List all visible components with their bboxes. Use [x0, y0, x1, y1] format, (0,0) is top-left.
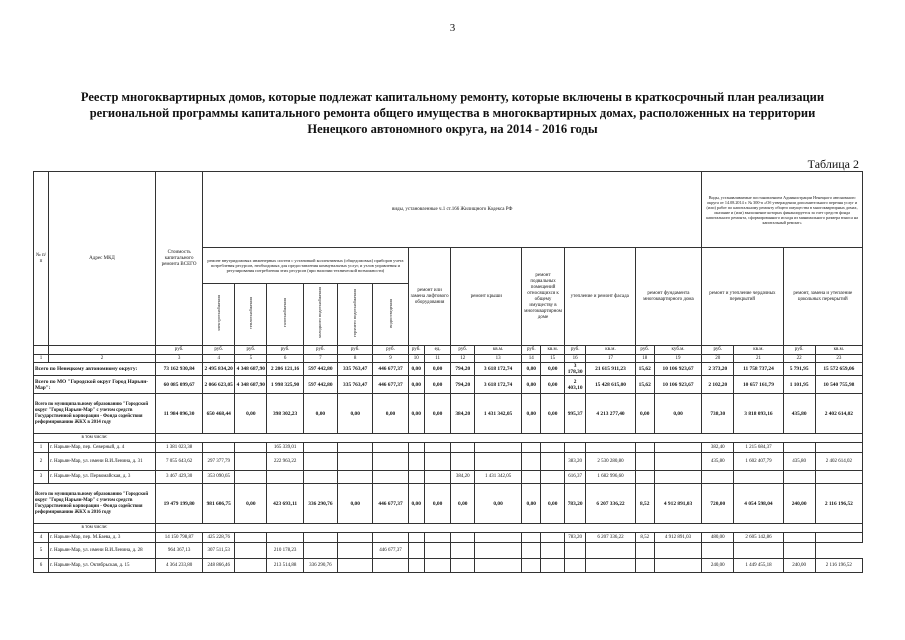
row-label: в том числе:	[34, 524, 156, 533]
cell: 307 511,53	[203, 543, 235, 559]
cell: 0,00	[451, 484, 475, 524]
cell: 60 085 099,67	[156, 376, 203, 394]
cell: 446 677,37	[373, 543, 408, 559]
column-number: 13	[475, 355, 522, 363]
cell: 384,20	[451, 471, 475, 484]
row-address: г. Нарьян-Мар, пер. Северный, д. 4	[48, 443, 155, 453]
header-cold-water: холодного водоснабжения	[303, 284, 337, 346]
unit-cell: кв.м.	[586, 346, 635, 355]
unit-cell: руб.	[203, 346, 235, 355]
cell: 2 402 614,02	[815, 394, 862, 434]
cell: 0,00	[522, 394, 541, 434]
column-number: 5	[235, 355, 267, 363]
unit-cell: кв.м.	[541, 346, 565, 355]
column-number: 9	[373, 355, 408, 363]
cell: 0,00	[541, 484, 565, 524]
cell: 398 302,23	[267, 394, 303, 434]
cell: 0,00	[522, 363, 541, 376]
cell: 597 442,80	[303, 363, 337, 376]
unit-cell: куб.м.	[654, 346, 701, 355]
column-number: 11	[424, 355, 451, 363]
cell: 15 572 659,06	[815, 363, 862, 376]
cell: 335 763,47	[338, 376, 373, 394]
cell: 1 381 023,38	[156, 443, 203, 453]
cell: 10 106 923,67	[654, 376, 701, 394]
unit-cell: руб.	[267, 346, 303, 355]
column-number: 3	[156, 355, 203, 363]
cell: 0,00	[424, 363, 451, 376]
cell: 8,52	[635, 533, 654, 543]
fund-2016-row	[34, 484, 863, 524]
cell: 4 213 277,40	[586, 394, 635, 434]
row-address: г. Нарьян-Мар, ул. имени В.И.Ленина, д. 31	[48, 453, 155, 471]
cell: 2 530 280,80	[586, 453, 635, 471]
cell: 21 615 911,23	[586, 363, 635, 376]
cell: 248 866,46	[203, 559, 235, 573]
cell: 1 431 342,05	[475, 394, 522, 434]
cell: 0,00	[541, 376, 565, 394]
cell: 3 618 172,74	[475, 376, 522, 394]
cell: 73 162 930,84	[156, 363, 203, 376]
cell: 995,37	[564, 394, 585, 434]
cell: 2 102,20	[702, 376, 734, 394]
cell: 15,62	[635, 363, 654, 376]
cell: 10 657 161,79	[734, 376, 783, 394]
cell: 0,00	[424, 394, 451, 434]
cell: 2 116 196,52	[815, 484, 862, 524]
header-roof: ремонт крыши	[451, 248, 522, 346]
row-label: Всего по МО "Городской округ Город Нарьян-Мар":	[34, 376, 156, 394]
in-that-row	[34, 524, 863, 533]
header-foundation: ремонт фундамента многоквартирного дома	[635, 248, 702, 346]
cell: 0,00	[303, 394, 337, 434]
cell: 4 348 687,90	[235, 363, 267, 376]
header-works-extra: Виды, устанавливаемые постановлением Администрации Ненецкого автономного округа от 14.08.2014 г. № 300-п «Об утверждении дополнительного перечня услуг и (или) работ по капитальному ремонту общего имущества в многоквартирных домах, оказание и (или) выполнение которых финансируется за счет средств фонда капитального ремонта, сформированного исходя из минимального размера взноса на капитальный ремонт»	[702, 172, 863, 248]
unit-cell: руб.	[338, 346, 373, 355]
cell: 240,00	[783, 559, 815, 573]
table-row	[34, 443, 863, 453]
cell: 165 339,01	[267, 443, 303, 453]
unit-cell: руб.	[564, 346, 585, 355]
cell: 425 228,76	[203, 533, 235, 543]
cell: 0,00	[424, 376, 451, 394]
cell: 435,80	[783, 394, 815, 434]
unit-cell: руб.	[303, 346, 337, 355]
cell: 6 207 336,22	[586, 484, 635, 524]
cell: 1 431 342,05	[475, 471, 522, 484]
table-row	[34, 543, 863, 559]
cell: 616,37	[564, 471, 585, 484]
header-lift: ремонт или замена лифтового оборудования	[408, 248, 451, 346]
cell: 7 055 643,62	[156, 453, 203, 471]
row-num: 6	[34, 559, 49, 573]
cell: 2 605 142,86	[734, 533, 783, 543]
header-facade: утепление и ремонт фасада	[564, 248, 635, 346]
cell: 981 606,75	[203, 484, 235, 524]
cell: 14 150 798,87	[156, 533, 203, 543]
row-label: Всего по муниципальному образованию "Городской округ "Город Нарьян-Мар" с учетом средств Государственной корпорации - Фонда содействия реформированию ЖКХ в 2016 году	[34, 484, 156, 524]
cell: 15 428 615,00	[586, 376, 635, 394]
cell: 0,00	[541, 363, 565, 376]
cell: 738,30	[702, 394, 734, 434]
column-number: 10	[408, 355, 424, 363]
column-number: 18	[635, 355, 654, 363]
cell: 382,40	[702, 443, 734, 453]
column-numbers-row	[34, 355, 863, 363]
row-address: г. Нарьян-Мар, пер. М.Баева, д. 3	[48, 533, 155, 543]
header-num: № п/п	[34, 172, 49, 346]
cell: 240,00	[783, 484, 815, 524]
in-that-row	[34, 434, 863, 443]
cell: 597 442,80	[303, 376, 337, 394]
column-number: 22	[783, 355, 815, 363]
unit-cell: руб.	[783, 346, 815, 355]
header-address: Адрес МКД	[48, 172, 155, 346]
unit-cell: руб.	[373, 346, 408, 355]
column-number: 16	[564, 355, 585, 363]
unit-cell: руб.	[408, 346, 424, 355]
header-cost: Стоимость капитального ремонта ВСЕГО	[156, 172, 203, 346]
cell: 0,00	[475, 484, 522, 524]
cell: 1 602 407,79	[734, 453, 783, 471]
cell: 0,00	[635, 394, 654, 434]
cell: 0,00	[338, 394, 373, 434]
table-row	[34, 559, 863, 573]
row-address: г. Нарьян-Мар, ул. Первомайская, д. 3	[48, 471, 155, 484]
cell: 783,20	[564, 484, 585, 524]
table-row	[34, 453, 863, 471]
unit-cell: ед.	[424, 346, 451, 355]
unit-cell: руб.	[235, 346, 267, 355]
cell: 8,52	[635, 484, 654, 524]
cell: 1 215 684,37	[734, 443, 783, 453]
column-number: 2	[48, 355, 155, 363]
column-number: 8	[338, 355, 373, 363]
column-number: 1	[34, 355, 49, 363]
cell: 2 206 121,16	[267, 363, 303, 376]
header-electricity: электроснабжения	[203, 284, 235, 346]
header-engineering: ремонт внутридомовых инженерных систем с установкой коллективных (общедомовых) приборов учета потребления ресурсов, необходимых для предоставления коммунальных услуг, и узлов управления и регулирования потребления этих ресурсов (при наличии технической возможности)	[203, 248, 409, 284]
column-number: 19	[654, 355, 701, 363]
column-number: 20	[702, 355, 734, 363]
cell: 336 290,76	[303, 559, 337, 573]
column-number: 17	[586, 355, 635, 363]
cell: 383,20	[564, 453, 585, 471]
cell: 10 540 755,98	[815, 376, 862, 394]
cell: 11 758 737,24	[734, 363, 783, 376]
cell: 222 963,22	[267, 453, 303, 471]
cell: 0,00	[408, 484, 424, 524]
column-number: 23	[815, 355, 862, 363]
cell: 0,00	[408, 394, 424, 434]
cell: 0,00	[338, 484, 373, 524]
cell: 0,00	[408, 376, 424, 394]
cell: 446 677,37	[373, 376, 408, 394]
row-address: г. Нарьян-Мар, ул. Октябрьская, д. 15	[48, 559, 155, 573]
cell: 435,80	[702, 453, 734, 471]
cell: 435,80	[783, 453, 815, 471]
cell: 19 479 199,80	[156, 484, 203, 524]
cell: 384,20	[451, 394, 475, 434]
row-address: г. Нарьян-Мар, ул. имени В.И.Ленина, д. 28	[48, 543, 155, 559]
cell: 5 791,95	[783, 363, 815, 376]
row-label: в том числе:	[34, 434, 156, 443]
table-label: Таблица 2	[807, 157, 859, 171]
unit-cell: кв.м.	[734, 346, 783, 355]
cell: 0,00	[235, 394, 267, 434]
row-num: 3	[34, 471, 49, 484]
cell: 794,20	[451, 376, 475, 394]
unit-cell: кв.м.	[475, 346, 522, 355]
row-num: 1	[34, 443, 49, 453]
cell: 0,00	[408, 363, 424, 376]
cell: 0,00	[522, 376, 541, 394]
registry-table	[33, 171, 863, 573]
row-num: 5	[34, 543, 49, 559]
cell: 4 054 598,04	[734, 484, 783, 524]
unit-cell: руб.	[522, 346, 541, 355]
cell: 446 677,37	[373, 484, 408, 524]
cell: 213 514,88	[267, 559, 303, 573]
cell: 650 468,44	[203, 394, 235, 434]
column-number: 12	[451, 355, 475, 363]
header-basement: ремонт подвальных помещений относящихся к общему имуществу в многоквартирном доме	[522, 248, 565, 346]
cell: 0,00	[424, 484, 451, 524]
row-label: Всего по муниципальному образованию "Городской округ "Город Нарьян-Мар" с учетом средств Государственной корпорации - Фонда содействия реформированию ЖКХ в 2014 году	[34, 394, 156, 434]
cell: 2 403,10	[564, 376, 585, 394]
header-attic: ремонт и утепление чердачных перекрытий	[702, 248, 783, 346]
header-cellar: ремонт, замена и утепление цокольных перекрытий	[783, 248, 862, 346]
fund-2014-row	[34, 394, 863, 434]
column-number: 4	[203, 355, 235, 363]
cell: 240,00	[702, 559, 734, 573]
cell: 794,20	[451, 363, 475, 376]
cell: 446 677,37	[373, 363, 408, 376]
column-number: 14	[522, 355, 541, 363]
row-label: Всего по Ненецкому автономному округу:	[34, 363, 156, 376]
page-number: 3	[449, 22, 456, 34]
cell: 0,00	[373, 394, 408, 434]
cell: 480,00	[702, 533, 734, 543]
cell: 4 912 891,03	[654, 484, 701, 524]
cell: 3 818 093,16	[734, 394, 783, 434]
column-number: 15	[541, 355, 565, 363]
cell: 3 178,30	[564, 363, 585, 376]
header-heating: теплоснабжения	[235, 284, 267, 346]
unit-cell: руб.	[702, 346, 734, 355]
cell: 1 998 325,90	[267, 376, 303, 394]
column-number: 7	[303, 355, 337, 363]
cell: 2 495 834,20	[203, 363, 235, 376]
cell: 2 373,20	[702, 363, 734, 376]
cell: 1 682 996,60	[586, 471, 635, 484]
cell: 297 377,79	[203, 453, 235, 471]
cell: 4 364 233,80	[156, 559, 203, 573]
cell: 964 367,13	[156, 543, 203, 559]
cell: 2 402 614,02	[815, 453, 862, 471]
cell: 6 207 336,22	[586, 533, 635, 543]
total-mo-row	[34, 376, 863, 394]
header-sewerage: водоотведения	[373, 284, 408, 346]
cell: 336 290,76	[303, 484, 337, 524]
cell: 15,62	[635, 376, 654, 394]
cell: 720,00	[702, 484, 734, 524]
cell: 1 449 455,18	[734, 559, 783, 573]
row-num: 2	[34, 453, 49, 471]
header-gas: газоснабжения	[267, 284, 303, 346]
column-number: 21	[734, 355, 783, 363]
cell: 0,00	[654, 394, 701, 434]
cell: 353 090,65	[203, 471, 235, 484]
header-hot-water: горячего водоснабжения	[338, 284, 373, 346]
row-num: 4	[34, 533, 49, 543]
table-row	[34, 471, 863, 484]
units-row	[34, 346, 863, 355]
header-works-art166: виды, установленные ч.1 ст.166 Жилищного Кодекса РФ	[203, 172, 702, 248]
cell: 783,20	[564, 533, 585, 543]
table-row	[34, 533, 863, 543]
cell: 10 106 923,67	[654, 363, 701, 376]
document-title: Реестр многоквартирных домов, которые подлежат капитальному ремонту, которые включены в краткосрочный план реализации региональной программы капитального ремонта общего имущества в многоквартирных домах, расположенных на территории Ненецкого автономного округа, на 2014 - 2016 годы	[80, 90, 825, 136]
unit-cell: руб.	[156, 346, 203, 355]
cell: 4 348 687,90	[235, 376, 267, 394]
cell: 0,00	[541, 394, 565, 434]
cell: 11 984 096,30	[156, 394, 203, 434]
unit-cell: кв.м.	[815, 346, 862, 355]
total-nao-row	[34, 363, 863, 376]
cell: 3 618 172,74	[475, 363, 522, 376]
cell: 2 116 196,52	[815, 559, 862, 573]
unit-cell: руб.	[451, 346, 475, 355]
cell: 335 763,47	[338, 363, 373, 376]
cell: 1 101,95	[783, 376, 815, 394]
unit-cell: руб.	[635, 346, 654, 355]
column-number: 6	[267, 355, 303, 363]
cell: 4 912 891,03	[654, 533, 701, 543]
cell: 3 467 429,30	[156, 471, 203, 484]
cell: 2 066 623,05	[203, 376, 235, 394]
cell: 0,00	[522, 484, 541, 524]
cell: 423 693,11	[267, 484, 303, 524]
cell: 0,00	[235, 484, 267, 524]
cell: 210 178,23	[267, 543, 303, 559]
